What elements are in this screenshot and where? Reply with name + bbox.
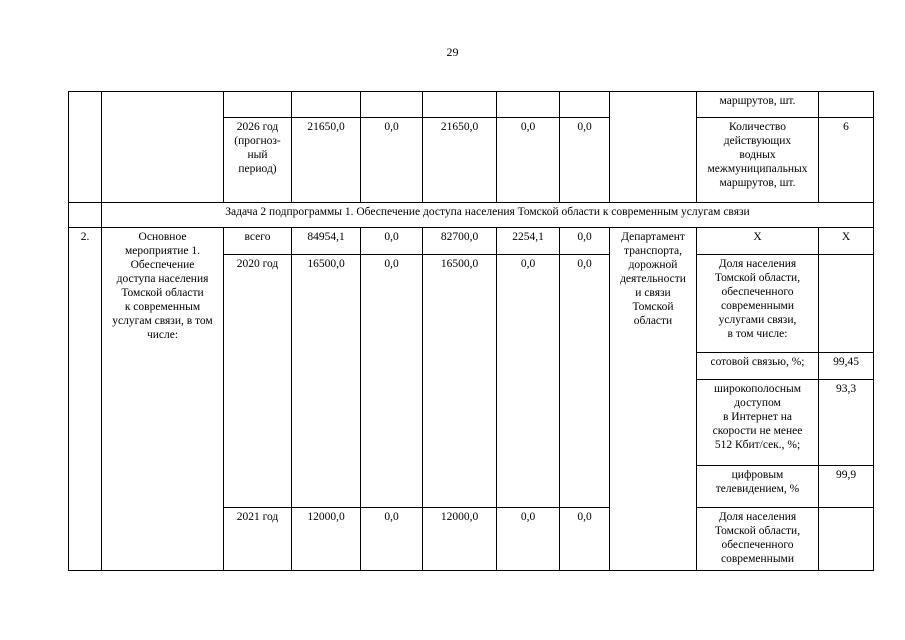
table-row bbox=[69, 92, 874, 118]
value-cell bbox=[819, 255, 874, 353]
program-table bbox=[68, 91, 874, 571]
local-cell: 0,0 bbox=[497, 508, 560, 571]
table-row bbox=[69, 228, 874, 255]
value-cell: 99,9 bbox=[819, 466, 874, 508]
activity-name: Основное мероприятие 1. Обеспечение доступа населения Томской области к современным услугам связи, в том числе: bbox=[102, 228, 224, 571]
activity-number: 2. bbox=[69, 228, 102, 571]
federal-cell bbox=[361, 92, 423, 118]
num-cell bbox=[69, 203, 102, 228]
value-cell bbox=[819, 508, 874, 571]
num-cell bbox=[69, 92, 102, 203]
federal-cell: 0,0 bbox=[361, 508, 423, 571]
indicator-cell: Доля населения Томской области, обеспеченного современными bbox=[697, 508, 819, 571]
indicator-cell: сотовой связью, %; bbox=[697, 353, 819, 380]
indicator-cell: широкополосным доступом в Интернет на скорости не менее 512 Кбит/сек., %; bbox=[697, 380, 819, 466]
value-cell bbox=[819, 92, 874, 118]
year-cell: 2020 год bbox=[224, 255, 292, 508]
local-cell: 0,0 bbox=[497, 255, 560, 508]
total-cell bbox=[292, 92, 361, 118]
regional-cell bbox=[423, 92, 497, 118]
local-cell: 0,0 bbox=[497, 118, 560, 203]
regional-cell: 21650,0 bbox=[423, 118, 497, 203]
other-cell bbox=[560, 92, 610, 118]
total-cell: 21650,0 bbox=[292, 118, 361, 203]
regional-cell: 16500,0 bbox=[423, 255, 497, 508]
year-cell bbox=[224, 92, 292, 118]
page-number: 29 bbox=[446, 45, 459, 59]
year-cell: 2026 год (прогноз- ный период) bbox=[224, 118, 292, 203]
value-cell: 99,45 bbox=[819, 353, 874, 380]
task-title: Задача 2 подпрограммы 1. Обеспечение доступа населения Томской области к современным услугам связи bbox=[102, 203, 874, 228]
task-row bbox=[69, 203, 874, 228]
total-cell: 12000,0 bbox=[292, 508, 361, 571]
value-cell: Х bbox=[819, 228, 874, 255]
indicator-cell: Доля населения Томской области, обеспеченного современными услугами связи, в том числе: bbox=[697, 255, 819, 353]
indicator-cell: Х bbox=[697, 228, 819, 255]
indicator-cell: цифровым телевидением, % bbox=[697, 466, 819, 508]
other-cell: 0,0 bbox=[560, 508, 610, 571]
federal-cell: 0,0 bbox=[361, 255, 423, 508]
value-cell: 6 bbox=[819, 118, 874, 203]
regional-cell: 82700,0 bbox=[423, 228, 497, 255]
federal-cell: 0,0 bbox=[361, 118, 423, 203]
year-cell: всего bbox=[224, 228, 292, 255]
local-cell: 2254,1 bbox=[497, 228, 560, 255]
value-cell: 93,3 bbox=[819, 380, 874, 466]
activity-cell bbox=[102, 92, 224, 203]
local-cell bbox=[497, 92, 560, 118]
other-cell: 0,0 bbox=[560, 228, 610, 255]
indicator-cell: маршрутов, шт. bbox=[697, 92, 819, 118]
total-cell: 84954,1 bbox=[292, 228, 361, 255]
executor-cell bbox=[610, 92, 697, 203]
indicator-cell: Количество действующих водных межмуниципальных маршрутов, шт. bbox=[697, 118, 819, 203]
other-cell: 0,0 bbox=[560, 255, 610, 508]
executor-cell: Департамент транспорта, дорожной деятельности и связи Томской области bbox=[610, 228, 697, 571]
year-cell: 2021 год bbox=[224, 508, 292, 571]
other-cell: 0,0 bbox=[560, 118, 610, 203]
regional-cell: 12000,0 bbox=[423, 508, 497, 571]
federal-cell: 0,0 bbox=[361, 228, 423, 255]
total-cell: 16500,0 bbox=[292, 255, 361, 508]
